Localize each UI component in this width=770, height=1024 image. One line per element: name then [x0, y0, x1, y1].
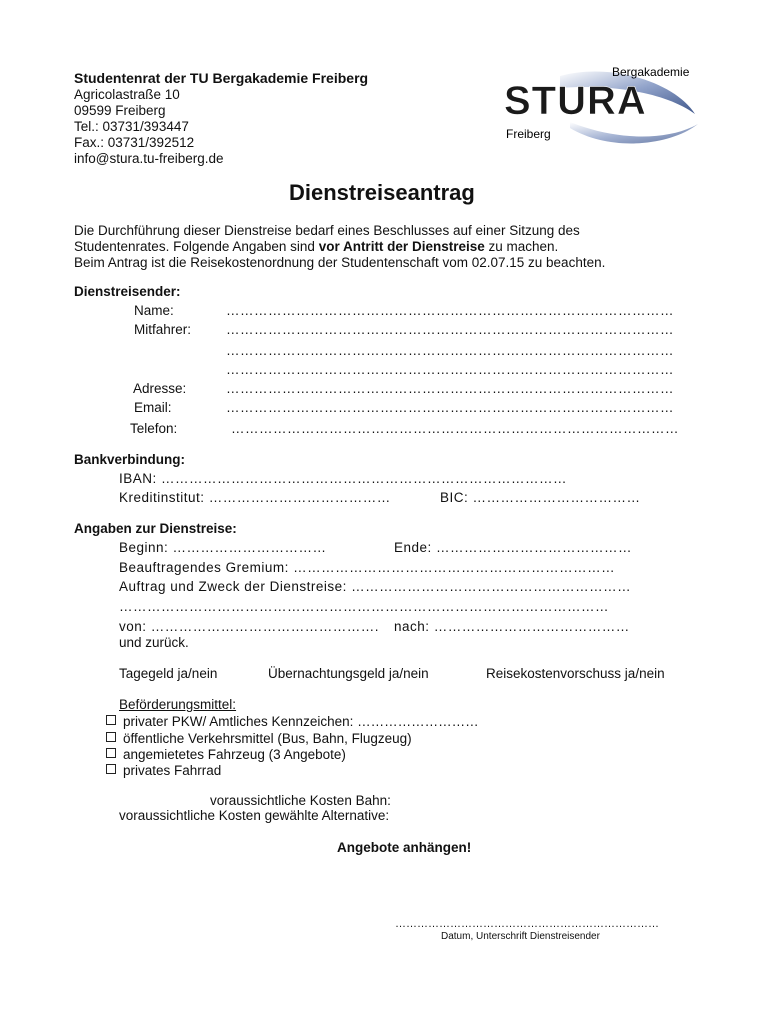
field-to[interactable]: nach: ……………………………………	[394, 619, 630, 634]
transport-option-car[interactable]	[106, 714, 479, 729]
field-institute[interactable]: Kreditinstitut: …………………………………	[119, 490, 391, 505]
cost-rail: voraussichtliche Kosten Bahn:	[210, 793, 391, 808]
transport-option-bike-label: privates Fahrrad	[123, 763, 222, 778]
trip-heading: Angaben zur Dienstreise:	[74, 521, 237, 536]
field-purpose-cont[interactable]: ……………………………………………………………………………………………	[119, 599, 609, 614]
field-name[interactable]: ……………………………………………………………………………………	[226, 303, 674, 318]
label-email: Email:	[134, 400, 172, 415]
transport-option-public-label: öffentliche Verkehrsmittel (Bus, Bahn, Flugzeug)	[123, 731, 412, 746]
field-address[interactable]: ……………………………………………………………………………………	[226, 381, 674, 396]
field-from[interactable]: von: ………………………………………….	[119, 619, 380, 634]
field-committee[interactable]: Beauftragendes Gremium: ……………………………………………………………	[119, 560, 616, 575]
intro-line-2	[74, 239, 605, 255]
field-email[interactable]: ……………………………………………………………………………………	[226, 400, 674, 415]
field-end[interactable]: Ende: ……………………………………	[394, 540, 633, 555]
field-iban[interactable]: IBAN: ……………………………………………………………………………	[119, 471, 568, 486]
field-purpose[interactable]: Auftrag und Zweck der Dienstreise: ……………………………………………………	[119, 579, 632, 594]
label-companions: Mitfahrer:	[134, 322, 192, 337]
logo-text-main: STURA	[504, 79, 647, 123]
checkbox-icon[interactable]	[106, 732, 116, 742]
transport-option-bike[interactable]	[106, 763, 221, 778]
checkbox-icon[interactable]	[106, 748, 116, 758]
org-city: 09599 Freiberg	[74, 103, 166, 118]
org-street: Agricolastraße 10	[74, 87, 180, 102]
logo-text-top: Bergakademie	[612, 65, 690, 79]
org-fax: Fax.: 03731/392512	[74, 135, 195, 150]
logo-text-bottom: Freiberg	[506, 127, 551, 141]
label-address: Adresse:	[133, 381, 187, 396]
intro-line-2-post: zu machen.	[484, 239, 559, 254]
field-begin[interactable]: Beginn: ……………………………	[119, 540, 327, 555]
intro-line-2-bold: vor Antritt der Dienstreise	[318, 239, 485, 254]
field-phone[interactable]: ……………………………………………………………………………………	[231, 421, 679, 436]
intro-line-3: Beim Antrag ist die Reisekostenordnung der Studentenschaft vom 02.07.15 zu beachten.	[74, 255, 606, 270]
org-tel: Tel.: 03731/393447	[74, 119, 189, 134]
stura-logo	[500, 62, 700, 147]
transport-option-rental[interactable]	[106, 747, 346, 762]
label-phone: Telefon:	[130, 421, 178, 436]
intro-line-1: Die Durchführung dieser Dienstreise bedarf eines Beschlusses auf einer Sitzung des	[74, 223, 580, 238]
return-text: und zurück.	[119, 635, 189, 650]
page-title: Dienstreiseantrag	[289, 180, 475, 205]
org-email: info@stura.tu-freiberg.de	[74, 151, 224, 166]
org-name: Studentenrat der TU Bergakademie Freiberg	[74, 70, 369, 86]
transport-option-rental-label: angemietetes Fahrzeug (3 Angebote)	[123, 747, 346, 762]
transport-option-car-label: privater PKW/ Amtliches Kennzeichen: ………………………	[123, 714, 479, 729]
signature-line[interactable]: ………………………………………………………………	[395, 918, 659, 930]
field-companions-2[interactable]: ……………………………………………………………………………………	[226, 343, 674, 358]
attach-note: Angebote anhängen!	[337, 840, 472, 855]
bank-heading: Bankverbindung:	[74, 452, 186, 467]
option-travel-advance[interactable]: Reisekostenvorschuss ja/nein	[486, 666, 665, 681]
option-overnight-allowance[interactable]: Übernachtungsgeld ja/nein	[268, 666, 429, 681]
org-address-block	[74, 70, 368, 167]
checkbox-icon[interactable]	[106, 715, 116, 725]
label-name: Name:	[134, 303, 174, 318]
traveler-heading: Dienstreisender:	[74, 284, 181, 299]
transport-heading: Beförderungsmittel:	[119, 697, 237, 712]
intro-text	[74, 223, 605, 271]
option-daily-allowance[interactable]: Tagegeld ja/nein	[119, 666, 218, 681]
field-bic[interactable]: BIC: ………………………………	[440, 490, 641, 505]
transport-option-public[interactable]	[106, 731, 412, 746]
cost-alternative: voraussichtliche Kosten gewählte Alternative:	[119, 808, 390, 823]
signature-label: Datum, Unterschrift Dienstreisender	[441, 931, 600, 942]
checkbox-icon[interactable]	[106, 764, 116, 774]
field-companions-1[interactable]: ……………………………………………………………………………………	[226, 322, 674, 337]
field-companions-3[interactable]: ……………………………………………………………………………………	[226, 362, 674, 377]
intro-line-2-pre: Studentenrates. Folgende Angaben sind	[74, 239, 319, 254]
